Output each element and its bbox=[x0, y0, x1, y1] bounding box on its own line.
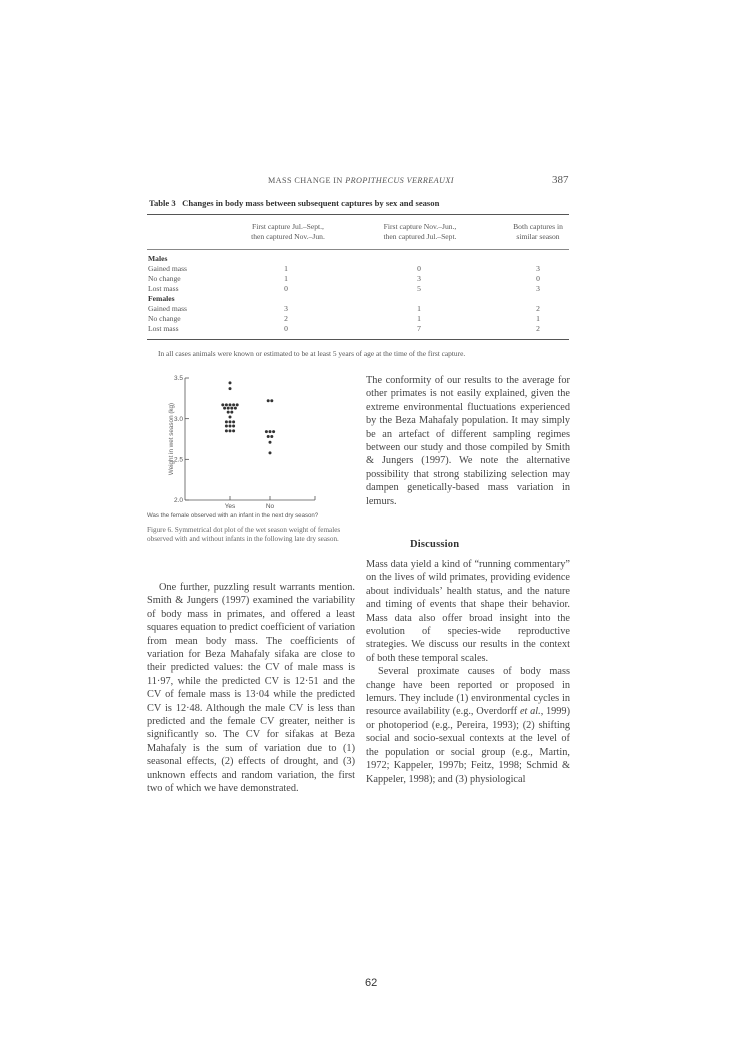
table-column-header-2 bbox=[360, 222, 480, 241]
footer-page-number: 62 bbox=[365, 977, 378, 989]
row-label: Lost mass bbox=[148, 284, 179, 293]
data-point-yes bbox=[229, 387, 232, 390]
data-point-yes bbox=[232, 424, 235, 427]
cell-value: 3 bbox=[536, 264, 540, 273]
data-point-yes bbox=[225, 420, 228, 423]
body-paragraph bbox=[366, 665, 570, 786]
data-point-no bbox=[269, 441, 272, 444]
data-point-no bbox=[265, 430, 268, 433]
cell-value: 0 bbox=[536, 274, 540, 283]
cell-value: 1 bbox=[284, 274, 288, 283]
cell-value: 3 bbox=[536, 284, 540, 293]
table-column-header-3 bbox=[488, 222, 588, 241]
y-tick-label: 3.5 bbox=[173, 375, 183, 383]
cell-value: 1 bbox=[536, 314, 540, 323]
y-tick-label: 2.5 bbox=[173, 456, 183, 464]
y-tick-label: 3.0 bbox=[173, 415, 183, 423]
data-point-yes bbox=[223, 407, 226, 410]
column-3-line-2: similar season bbox=[516, 231, 560, 241]
data-point-no bbox=[272, 430, 275, 433]
running-head bbox=[268, 176, 454, 185]
data-point-yes bbox=[229, 429, 232, 432]
table-row bbox=[148, 264, 568, 274]
cell-value: 2 bbox=[284, 314, 288, 323]
right-column-discussion bbox=[366, 558, 570, 786]
cell-value: 0 bbox=[284, 284, 288, 293]
cell-value: 2 bbox=[536, 324, 540, 333]
row-label: No change bbox=[148, 314, 181, 323]
data-point-yes bbox=[227, 411, 230, 414]
x-axis-label: Was the female observed with an infant in the next dry season? bbox=[147, 512, 319, 519]
data-point-yes bbox=[229, 403, 232, 406]
running-head-species: PROPITHECUS VERREAUXI bbox=[345, 176, 454, 185]
data-point-no bbox=[269, 451, 272, 454]
cell-value: 3 bbox=[417, 274, 421, 283]
cell-value: 3 bbox=[284, 304, 288, 313]
body-paragraph: One further, puzzling result warrants mention. Smith & Jungers (1997) examined the variability of body mass in primates, and offered a least squares equation to predict coefficient of variation from mean body mass. The coefficients of variation for Beza Mahafaly sifaka are close to their predicted values: the CV of male mass is 11·97, while the predicted CV is 12·51 and the CV of female mass is 13·04 while the predicted CV is 12·48. Although the male CV is less than predicted and the female CV greater, neither is significantly so. The CV for sifakas at Beza Mahafaly is the sum of variation due to (1) seasonal effects, (2) effects of drought, and (3) unknown effects and random variation, the first two of which we have demonstrated. bbox=[147, 582, 355, 795]
data-point-yes bbox=[232, 403, 235, 406]
data-point-yes bbox=[229, 416, 232, 419]
males-label: Males bbox=[148, 254, 168, 263]
x-tick-label: No bbox=[265, 503, 275, 510]
data-point-yes bbox=[227, 407, 230, 410]
column-1-line-1: First capture Jul.–Sept., bbox=[252, 222, 324, 231]
row-label: No change bbox=[148, 274, 181, 283]
cell-value: 1 bbox=[417, 304, 421, 313]
paragraph-text: , 1999) or photoperiod (e.g., Pereira, 1993); (2) shifting social and socio-sexual contexts at the level of the population or social group (e.g., Martin, 1972; Kappeler, 1997b; Feitz, 1998; Schmid & Kappeler, 1998); and (3) physiological bbox=[366, 706, 571, 785]
cell-value: 0 bbox=[417, 264, 421, 273]
row-label: Gained mass bbox=[148, 304, 188, 313]
journal-page-number: 387 bbox=[552, 174, 569, 186]
y-tick-label: 2.0 bbox=[173, 497, 183, 505]
table-bottom-rule bbox=[147, 339, 569, 340]
data-point-yes bbox=[232, 429, 235, 432]
running-head-prefix: MASS CHANGE IN bbox=[268, 176, 346, 185]
x-tick-label: Yes bbox=[224, 503, 236, 510]
cell-value: 5 bbox=[417, 284, 421, 293]
table-top-rule bbox=[147, 214, 569, 215]
column-2-line-1: First capture Nov.–Jun., bbox=[383, 222, 457, 231]
cell-value: 1 bbox=[417, 314, 421, 323]
data-point-no bbox=[270, 399, 273, 402]
row-label: Gained mass bbox=[148, 264, 188, 273]
data-point-yes bbox=[225, 429, 228, 432]
table-caption bbox=[149, 198, 439, 208]
column-3-line-1: Both captures in bbox=[513, 222, 563, 231]
dot-plot-figure bbox=[150, 368, 360, 510]
data-point-no bbox=[269, 430, 272, 433]
data-point-yes bbox=[229, 424, 232, 427]
data-point-yes bbox=[225, 424, 228, 427]
table-caption-label: Table 3 bbox=[149, 198, 176, 208]
table-section-females bbox=[148, 294, 568, 304]
body-paragraph: Mass data yield a kind of “running commentary” on the lives of wild primates, providing evidence about individuals’ health status, and the nature and timing of events that shape their behavior. Mass data also offer broad insight into the evolution of species-wide reproductive strategies. We discuss our results in the context of both these temporal scales. bbox=[366, 559, 570, 664]
cell-value: 0 bbox=[284, 324, 288, 333]
data-point-yes bbox=[229, 420, 232, 423]
table-header-rule bbox=[147, 249, 569, 250]
figure-caption: Figure 6. Symmetrical dot plot of the wet season weight of females observed with and without infants in the following late dry season. bbox=[147, 526, 341, 543]
data-point-yes bbox=[234, 407, 237, 410]
data-point-yes bbox=[232, 420, 235, 423]
table-footnote: In all cases animals were known or estimated to be at least 5 years of age at the time of the first capture. bbox=[158, 349, 466, 358]
table-section-males bbox=[148, 254, 568, 264]
table-row bbox=[148, 284, 568, 294]
row-label: Lost mass bbox=[148, 324, 179, 333]
table-row bbox=[148, 274, 568, 284]
females-label: Females bbox=[148, 294, 175, 303]
body-paragraph: The conformity of our results to the average for other primates is not easily explained, given the extreme environmental fluctuations experienced by the Beza Mahafaly population. It may simply be an artefact of different sampling regimes between our study and those compiled by Smith & Jungers (1997). We note the alternative possibility that strong stabilizing selection may dampen genetically-based mass variation in lemurs. bbox=[366, 375, 570, 507]
data-point-yes bbox=[236, 403, 239, 406]
data-point-yes bbox=[229, 381, 232, 384]
left-column bbox=[147, 581, 355, 796]
right-column-top bbox=[366, 374, 570, 508]
cell-value: 1 bbox=[284, 264, 288, 273]
data-point-yes bbox=[221, 403, 224, 406]
cell-value: 2 bbox=[536, 304, 540, 313]
paragraph-italic: et al. bbox=[519, 706, 541, 718]
data-point-yes bbox=[230, 407, 233, 410]
section-heading-discussion: Discussion bbox=[410, 539, 460, 550]
table-row bbox=[148, 314, 568, 324]
data-point-no bbox=[267, 399, 270, 402]
data-point-yes bbox=[230, 411, 233, 414]
data-point-no bbox=[267, 435, 270, 438]
data-point-yes bbox=[225, 403, 228, 406]
data-point-no bbox=[270, 435, 273, 438]
column-1-line-2: then captured Nov.–Jun. bbox=[251, 231, 325, 241]
paragraph-text: Several proximate causes of body mass change have been reported or proposed in lemurs. They include (1) environmental cycles in resource availability (e.g., Overdorff bbox=[366, 666, 570, 718]
table-caption-text: Changes in body mass between subsequent captures by sex and season bbox=[182, 198, 440, 208]
y-axis-label: Weight in wet season (kg) bbox=[168, 402, 175, 476]
column-2-line-2: then captured Jul.–Sept. bbox=[383, 231, 457, 241]
table-row bbox=[148, 324, 568, 334]
table-row bbox=[148, 304, 568, 314]
cell-value: 7 bbox=[417, 324, 421, 333]
table-column-header-1 bbox=[228, 222, 348, 241]
